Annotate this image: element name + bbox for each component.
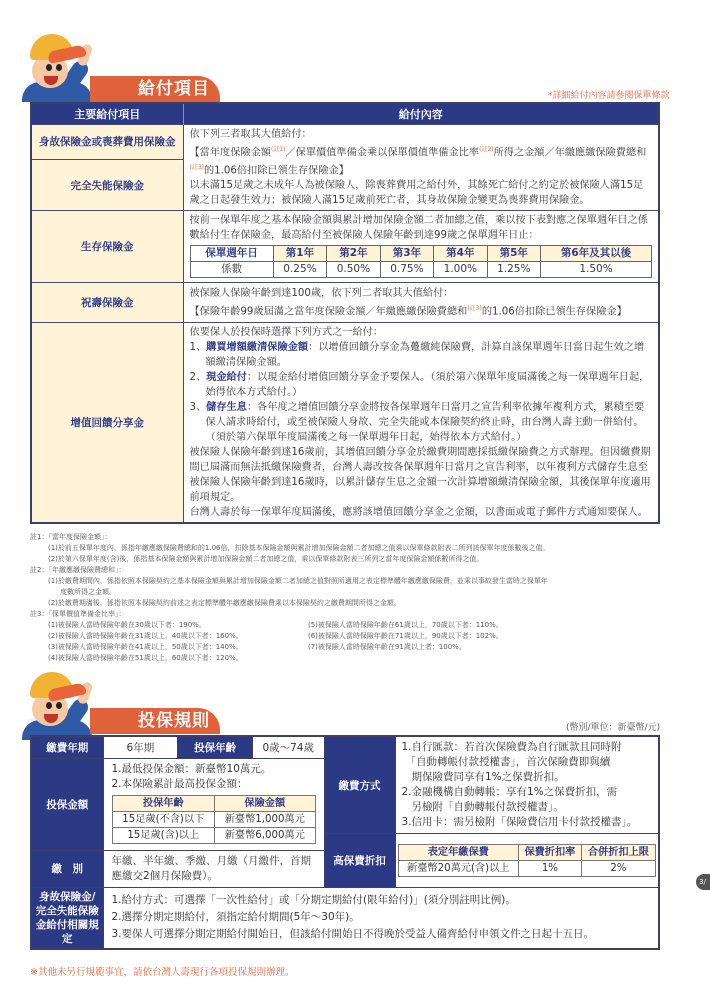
- death-line3: 以未滿15足歲之未成年人為被保險人，除喪葬費用之給付外，其餘死亡給付之約定於被保險人滿15足歲之日起發生效力；被保險人滿15足歲前死亡者，其身故保險金變更為喪葬費用保險金。: [189, 180, 644, 207]
- note3-item: (6)被保險人當時保險年齡在71歲以上，90歲以下者：102%。: [308, 632, 503, 640]
- note-ref-1: (註1): [271, 145, 286, 153]
- death-line2: [190, 142, 653, 179]
- coef-value: 係數: [190, 262, 273, 278]
- value-death-rules: [103, 887, 659, 949]
- max-amount-table: [112, 795, 316, 844]
- discount-table: [398, 844, 657, 877]
- coef-value: 0.25%: [273, 262, 326, 278]
- option-title: 儲存生息: [206, 402, 247, 414]
- value-age: 0歲～74歲: [252, 736, 324, 758]
- death-line2c: 所得之金額／年繳應繳保險費總和: [493, 146, 647, 158]
- option-text: ：以現金給付增值回饋分享金予要保人。（須於第六保單年度屆滿後之每一保單週年日起，始得依本方式給付。）: [205, 372, 650, 399]
- footnotes: [30, 532, 680, 664]
- coef-header: 第1年: [273, 246, 326, 262]
- value-mode: 年繳、半年繳、季繳、月繳（月繳件，首期應繳交2個月保險費）。: [103, 850, 324, 887]
- note1-title: 註1：「當年度保險金額」：: [30, 533, 112, 541]
- note2-item: (2)於繳費期滿後，係指依照本保險契約前述之表定標準體年繳應繳保險費乘以本保險契約之繳費期間所得之金額。: [48, 599, 401, 607]
- dividend-para3: 台灣人壽於每一保單年度屆滿後，應將該增值回饋分享金之金額，以書面或電子郵件方式通知要保人。: [189, 507, 648, 519]
- note3-right: [290, 620, 630, 664]
- label-longevity: 祝壽保險金: [31, 283, 183, 323]
- max-amount-cell: 15足歲(含)以上: [112, 827, 215, 843]
- longevity-line1: 被保險人保險年齡到達100歲，依下列二者取其大值給付：: [189, 288, 454, 300]
- option-title: 現金給付: [206, 372, 247, 384]
- longevity-line2b: 的1.06倍扣除已領生存保險金】: [481, 306, 627, 318]
- value-amount: [103, 758, 324, 850]
- coef-header: 第4年: [434, 246, 487, 262]
- max-amount-cell: 新臺幣1,000萬元: [215, 811, 315, 827]
- value-discount: [395, 834, 659, 888]
- benefits-table-header: [31, 103, 659, 124]
- coef-header: 第3年: [380, 246, 433, 262]
- label-pay-period: 繳費年期: [31, 736, 103, 758]
- max-amount-row: [112, 827, 315, 843]
- discount-header-cell: 合併折扣上限: [581, 844, 655, 860]
- row-longevity: [31, 283, 659, 323]
- note-ref-3: (註3): [189, 163, 204, 171]
- note1-item: (2)於第六保單年度(含)後，係指基本保險金額與累計增加保險金額二者加總之值，乘以保單條款附表三所列之當年度保險金額係數所得之值。: [48, 555, 484, 563]
- label-discount: 高保費折扣: [324, 834, 395, 888]
- death-rule-line: 3.要保人可選擇分期定期給付開始日，但該給付開始日不得晚於受益人備齊給付申領文件之日起十五日。: [111, 928, 595, 940]
- mascot-illustration: [22, 30, 92, 100]
- mascot-illustration: [22, 668, 92, 738]
- max-amount-header: [112, 795, 315, 811]
- bottom-note: ※其他未另行規範事宜，請依台灣人壽現行各項投保規則辦理。: [30, 967, 295, 978]
- dividend-option-2: [190, 370, 653, 400]
- label-disability: 完全失能保險金: [31, 160, 183, 211]
- page-number-badge: 3/: [696, 874, 710, 890]
- discount-header: [398, 844, 656, 860]
- discount-cell: 新臺幣20萬元(含)以上: [398, 860, 519, 876]
- content-dividend: [183, 323, 659, 524]
- payment-method-line: 1.自行匯款：若首次保險費為自行匯款且同時附: [401, 741, 622, 753]
- label-death: 身故保險金或喪葬費用保險金: [31, 124, 183, 160]
- option-text: ：各年度之增值回饋分享金將按各保單週年日當月之宣告利率依據年複利方式，累積至要保人請求時給付，或至被保險人身故、完全失能或本保險契約終止時，由台灣人壽主動一併給付。（須於第六保單年度屆滿後之每一保單週年日起，始得依本方式給付。）: [205, 402, 645, 444]
- note3-item: (1)被保險人當時保險年齡在30歲以下者：190%。: [48, 621, 206, 629]
- label-survival: 生存保險金: [31, 211, 183, 283]
- content-longevity: [183, 283, 659, 323]
- coef-header: 第2年: [327, 246, 380, 262]
- header-main-item: 主要給付項目: [31, 103, 183, 124]
- value-pay-period: 6年期: [103, 736, 178, 758]
- death-line2d: 的1.06倍扣除已領生存保險金】: [204, 165, 349, 177]
- rules-row-1: [31, 736, 659, 758]
- death-line1: 依下列三者取其大值給付：: [189, 128, 312, 140]
- death-rule-line: 2.選擇分期定期給付，須指定給付期間(5年～30年)。: [111, 911, 360, 923]
- option-text: ：以增值回饋分享金為躉繳純保險費，計算自該保單週年日當日起生效之增額繳清保險金額。: [205, 342, 645, 369]
- rules-table: [30, 735, 660, 950]
- death-line2a: 【當年度保險金額: [189, 146, 271, 158]
- dividend-intro: 依要保人於投保時選擇下列方式之一給付：: [189, 327, 384, 339]
- death-line2b: ／保單價值準備金乘以保單價值準備金比率: [285, 146, 480, 158]
- note-ref-3: (註3): [467, 305, 482, 313]
- coef-header: 保單週年日: [190, 246, 273, 262]
- currency-note: (幣別/單位：新臺幣/元): [566, 723, 661, 733]
- dividend-option-1: [190, 340, 653, 370]
- note3-item: (3)被保險人當時保險年齡在41歲以上，50歲以下者：140%。: [48, 643, 243, 651]
- dividend-option-3: [190, 400, 653, 445]
- note2-item: (1)於繳費期間內，係指依照本保險契約之基本保險金額與累計增加保險金額二者加總之值對照所適用之表定標準體年繳應繳保險費，並乘以事故發生當時之保單年: [48, 577, 548, 585]
- max-amount-row: [112, 811, 315, 827]
- dividend-para2: 被保險人保險年齡到達16歲前，其增值回饋分享金於繳費期間應採抵繳保險費之方式辦理。但因繳費期間已屆滿而無法抵繳保險費者，台灣人壽改按各保單週年日當月之宣告利率，以年複利方式儲存生息至被保險人保險年齡到達16歲時，以累計儲存生息之金額一次計算增額繳清保險金額，其後保單年度適用前項規定。: [189, 447, 651, 504]
- label-age: 投保年齡: [178, 736, 253, 758]
- rules-row-5: [31, 887, 659, 949]
- row-death: [31, 124, 659, 160]
- max-amount-cell: 新臺幣6,000萬元: [215, 827, 315, 843]
- max-amount-cell: 15足歲(不含)以下: [112, 811, 215, 827]
- payment-method-line: 「自動轉帳付款授權書」，首次保險費即與續: [405, 756, 611, 768]
- option-number: 1、: [189, 342, 207, 354]
- note3-title: 註3：「保單價值準備金比率」：: [30, 610, 126, 618]
- row-dividend: [31, 323, 659, 524]
- note3-item: (4)被保險人當時保險年齡在51歲以上，60歲以下者：120%。: [48, 654, 243, 662]
- note3-columns: [30, 620, 680, 664]
- note3-item: (7)被保險人當時保險年齡在91歲以上者：100%。: [308, 643, 466, 651]
- benefits-table: [30, 102, 660, 524]
- note3-item: (2)被保險人當時保險年齡在31歲以上，40歲以下者：160%。: [48, 632, 243, 640]
- coef-value: 1.00%: [434, 262, 487, 278]
- payment-method-line: 3.信用卡：需另檢附「保險費信用卡付款授權書」。: [401, 816, 638, 828]
- discount-cell: 1%: [519, 860, 582, 876]
- discount-header-cell: 保費折扣率: [519, 844, 582, 860]
- amount-line2: 2.本保險累計最高投保金額：: [111, 777, 248, 790]
- content-survival: [183, 211, 659, 283]
- coef-value: 1.50%: [541, 262, 652, 278]
- coefficient-table: [190, 245, 653, 278]
- note2-title: 註2：「年繳應繳保險費總和」：: [30, 566, 126, 574]
- payment-method-line: 2.金融機構自動轉帳：享有1%之保費折扣，需: [401, 786, 618, 798]
- header-content: 給付內容: [183, 103, 659, 124]
- payment-method-line: 另檢附「自動轉帳付款授權書」。: [411, 801, 564, 813]
- discount-row: [398, 860, 656, 876]
- note-ref-2: (註2): [479, 145, 494, 153]
- discount-cell: 2%: [581, 860, 655, 876]
- value-payment-method: [395, 736, 659, 834]
- max-amount-header-cell: 投保年齡: [112, 795, 215, 811]
- coef-value-row: [190, 262, 652, 278]
- longevity-line2a: 【保險年齡99歲屆滿之當年度保險金額／年繳應繳保險費總和: [189, 306, 468, 318]
- survival-text: 按前一保單年度之基本保險金額與累計增加保險金額二者加總之值，乘以按下表對應之保單週年日之係數給付生存保險金，最高給付至被保險人保險年齡到達99歲之保單週年日止：: [189, 215, 648, 242]
- content-death: [183, 124, 659, 211]
- label-payment-method: 繳費方式: [324, 736, 395, 834]
- label-amount: 投保金額: [31, 758, 103, 850]
- coef-value: 1.25%: [487, 262, 540, 278]
- note2-item-cont: 度數所得之金額。: [60, 588, 116, 596]
- note3-left: [30, 620, 290, 664]
- longevity-line2: [190, 301, 653, 319]
- coef-header: 第5年: [487, 246, 540, 262]
- label-mode: 繳 別: [31, 850, 103, 887]
- amount-line1: 1.最低投保金額：新臺幣10萬元。: [111, 762, 272, 775]
- note3-item: (5)被保險人當時保險年齡在61歲以上，70歲以下者：110%。: [308, 621, 503, 629]
- note1-item: (1)於前五保單年度內，係指年繳應繳保險費總和的1.06倍，扣除基本保險金額與累計增加保險金額二者加總之值乘以保單條款附表二所列該保單年度係數後之值。: [48, 544, 550, 552]
- row-survival: [31, 211, 659, 283]
- label-dividend: 增值回饋分享金: [31, 323, 183, 524]
- discount-header-cell: 表定年繳保費: [398, 844, 519, 860]
- section-title-rules: 投保規則: [90, 708, 220, 734]
- max-amount-header-cell: 保險金額: [215, 795, 315, 811]
- coef-header: 第6年及其以後: [541, 246, 652, 262]
- benefits-note: *詳細給付內容請參閱保單條款: [548, 91, 670, 101]
- coef-value: 0.50%: [327, 262, 380, 278]
- section-title-benefits: 給付項目: [90, 76, 220, 102]
- payment-method-line: 期保險費同享有1%之保費折扣。: [411, 771, 565, 783]
- option-number: 3、: [189, 402, 207, 414]
- label-death-rules: 身故保險金/完全失能保險金給付相關規定: [31, 887, 103, 949]
- coef-value: 0.75%: [380, 262, 433, 278]
- option-number: 2、: [189, 372, 207, 384]
- death-rule-line: 1.給付方式：可選擇「一次性給付」或「分期定期給付(限年給付)」(須分別註明比例)。: [111, 894, 516, 906]
- option-title: 購買增額繳清保險金額: [206, 342, 309, 354]
- coef-header-row: [190, 246, 652, 262]
